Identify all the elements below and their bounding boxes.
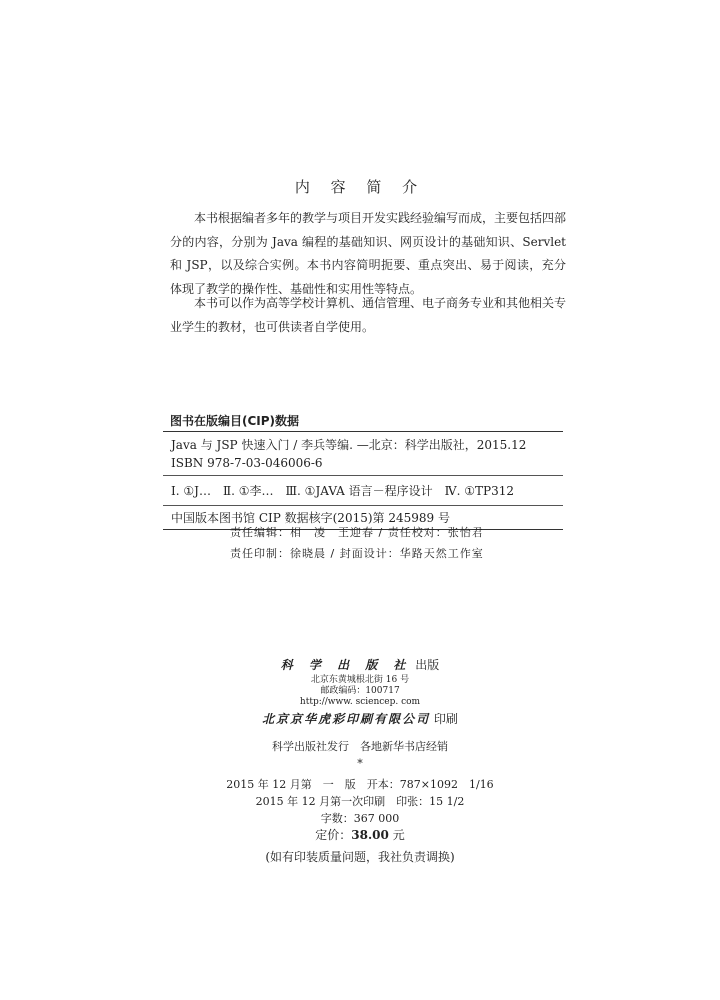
cip-heading: 图书在版编目(CIP)数据: [170, 414, 300, 428]
cip-record: 中国版本图书馆 CIP 数据核字(2015)第 245989 号: [171, 511, 450, 525]
separator-mark: *: [357, 757, 363, 770]
price-line: [0, 826, 720, 843]
price-value: 38.00: [351, 828, 389, 842]
publisher-block: [0, 656, 720, 708]
intro-paragraph-1: 本书根据编者多年的教学与项目开发实践经验编写而成，主要包括四部分的内容，分别为 Java 编程的基础知识、网页设计的基础知识、Servlet 和 JSP，以及综合实例。本书内容简明扼要、重点突出、易于阅读，充分体现了教学的操作性、基础性和实用性等特点。: [170, 211, 567, 296]
cip-isbn: ISBN 978-7-03-046006-6: [171, 456, 323, 470]
cip-subjects: Ⅰ. ①J… Ⅱ. ①李… Ⅲ. ①JAVA 语言－程序设计 Ⅳ. ①TP312: [171, 484, 515, 498]
cip-block: [163, 431, 563, 530]
publisher-name: 科 学 出 版 社: [280, 658, 412, 672]
publisher-url: http://www. sciencep. com: [299, 697, 421, 707]
intro-paragraph-2: 本书可以作为高等学校计算机、通信管理、电子商务专业和其他相关专业学生的教材，也可供读者自学使用。: [170, 296, 567, 334]
printer-block: [0, 710, 720, 727]
page-title: 内 容 简 介: [294, 178, 426, 196]
word-count: 字数：367 000: [320, 812, 400, 825]
editors-line-1: 责任编辑：相 凌 王迎春 / 责任校对：张怡君: [230, 526, 484, 539]
edition-line: 2015 年 12 月第 一 版 开本：787×1092 1/16: [226, 778, 494, 791]
printer-suffix: 印刷: [433, 712, 458, 726]
distribution-line: 科学出版社发行 各地新华书店经销: [272, 740, 448, 753]
publisher-address: 北京东黄城根北街 16 号: [310, 675, 410, 685]
quality-note: (如有印装质量问题，我社负责调换): [265, 850, 455, 864]
price-unit: 元: [392, 828, 405, 842]
cip-bibliographic: Java 与 JSP 快速入门 / 李兵等编. —北京：科学出版社，2015.12: [171, 438, 527, 452]
price-label: 定价：: [315, 828, 352, 842]
publisher-suffix: 出版: [415, 658, 440, 672]
printer-name: 北京京华虎彩印刷有限公司: [262, 712, 431, 726]
publisher-postcode: 邮政编码：100717: [320, 686, 400, 696]
printing-line: 2015 年 12 月第一次印刷 印张：15 1/2: [255, 795, 465, 808]
editors-line-2: 责任印制：徐晓晨 / 封面设计：华路天然工作室: [230, 547, 484, 560]
